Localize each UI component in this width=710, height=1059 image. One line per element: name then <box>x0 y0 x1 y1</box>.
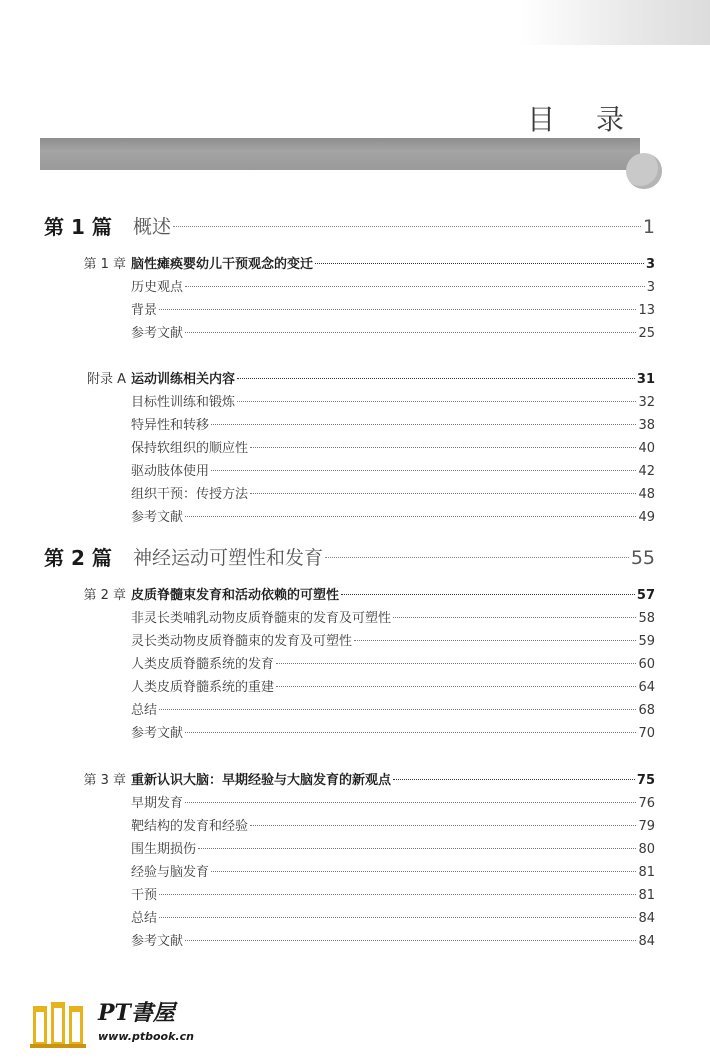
corner-shade <box>520 0 710 45</box>
toc-section-row <box>0 724 710 744</box>
toc-entry-title: 皮质脊髓束发育和活动依赖的可塑性 <box>131 588 340 603</box>
toc-label: 第 3 章 <box>83 773 126 788</box>
toc-page-number: 3 <box>645 257 655 272</box>
toc-entry <box>133 211 655 243</box>
dot-leader <box>185 286 645 287</box>
toc-entry <box>131 485 655 505</box>
toc-section-row <box>0 278 710 298</box>
toc-entry-title: 人类皮质脊髓系统的重建 <box>131 680 275 695</box>
toc-entry-title: 总结 <box>131 911 158 926</box>
toc-label: 第 1 章 <box>83 257 126 272</box>
toc-entry <box>131 678 655 698</box>
toc-entry <box>131 632 655 652</box>
toc-chapter-row <box>0 771 710 791</box>
toc-entry-title: 干预 <box>131 888 158 903</box>
dot-leader <box>198 848 636 849</box>
dot-leader <box>250 825 636 826</box>
dot-leader <box>276 686 636 687</box>
toc-section-row <box>0 840 710 860</box>
toc-section-row <box>0 301 710 321</box>
toc-page-number: 42 <box>638 464 655 479</box>
dot-leader <box>393 779 635 780</box>
toc-part-row <box>0 542 710 574</box>
toc-entry <box>131 586 655 606</box>
toc-entry <box>131 863 655 883</box>
dot-leader <box>315 263 644 264</box>
toc-page-number: 84 <box>638 934 655 949</box>
toc-page-number: 59 <box>638 634 655 649</box>
toc-entry-title: 神经运动可塑性和发育 <box>133 547 324 569</box>
toc-entry-title: 组织干预：传授方法 <box>131 487 249 502</box>
toc-section-row <box>0 462 710 482</box>
dot-leader <box>211 424 636 425</box>
toc-section-row <box>0 886 710 906</box>
dot-leader <box>237 378 635 379</box>
toc-entry-title: 灵长类动物皮质脊髓束的发育及可塑性 <box>131 634 353 649</box>
toc-entry-title: 目标性训练和锻炼 <box>131 395 236 410</box>
toc-entry-title: 概述 <box>133 216 172 238</box>
dot-leader <box>250 447 636 448</box>
toc-label: 附录 A <box>86 372 126 387</box>
toc-entry <box>131 817 655 837</box>
toc-section-row <box>0 324 710 344</box>
toc-entry <box>131 655 655 675</box>
toc-entry <box>131 794 655 814</box>
dot-leader <box>185 332 636 333</box>
toc-page-number: 70 <box>638 726 655 741</box>
watermark-title: PT書屋 <box>98 1000 175 1026</box>
toc-page-number: 25 <box>638 326 655 341</box>
watermark-url: www.ptbook.cn <box>98 1030 194 1043</box>
dot-leader <box>211 871 636 872</box>
dot-leader <box>325 557 629 558</box>
toc-page-number: 40 <box>638 441 655 456</box>
page-title: 目 录 <box>527 103 640 136</box>
toc-section-row <box>0 393 710 413</box>
dot-leader <box>159 894 636 895</box>
toc-section-row <box>0 508 710 528</box>
dot-leader <box>393 617 636 618</box>
dot-leader <box>159 309 636 310</box>
toc-entry <box>131 886 655 906</box>
dot-leader <box>173 226 641 227</box>
toc-page-number: 13 <box>638 303 655 318</box>
toc-page-number: 32 <box>638 395 655 410</box>
dot-leader <box>237 401 636 402</box>
toc-page-number: 1 <box>642 216 655 238</box>
toc-section-row <box>0 439 710 459</box>
toc-entry-title: 重新认识大脑：早期经验与大脑发育的新观点 <box>131 773 392 788</box>
toc-entry <box>131 324 655 344</box>
toc-page-number: 75 <box>636 773 655 788</box>
dot-leader <box>276 663 636 664</box>
toc-page-number: 38 <box>638 418 655 433</box>
dot-leader <box>185 732 636 733</box>
toc-entry <box>131 416 655 436</box>
toc-page-number: 57 <box>636 588 655 603</box>
toc-entry-title: 参考文献 <box>131 934 184 949</box>
toc-entry-title: 非灵长类哺乳动物皮质脊髓束的发育及可塑性 <box>131 611 392 626</box>
toc-entry <box>131 301 655 321</box>
toc-entry-title: 参考文献 <box>131 726 184 741</box>
dot-leader <box>159 917 636 918</box>
toc-entry-title: 总结 <box>131 703 158 718</box>
toc-chapter-row <box>0 370 710 390</box>
toc-page-number: 48 <box>638 487 655 502</box>
toc-chapter-row <box>0 586 710 606</box>
toc-section-row <box>0 817 710 837</box>
toc-entry <box>131 508 655 528</box>
toc-entry-title: 背景 <box>131 303 158 318</box>
toc-page-number: 81 <box>638 888 655 903</box>
toc-entry <box>131 393 655 413</box>
toc-entry-title: 脑性瘫痪婴幼儿干预观念的变迁 <box>131 257 314 272</box>
toc-entry <box>131 462 655 482</box>
toc-entry-title: 保持软组织的顺应性 <box>131 441 249 456</box>
toc-entry <box>131 370 655 390</box>
toc-entry <box>131 840 655 860</box>
dot-leader <box>185 940 636 941</box>
toc-chapter-row <box>0 255 710 275</box>
toc-label: 第 2 篇 <box>44 546 112 570</box>
toc-entry-title: 参考文献 <box>131 510 184 525</box>
toc-entry-title: 特异性和转移 <box>131 418 210 433</box>
toc-entry <box>131 909 655 929</box>
dot-leader <box>185 802 636 803</box>
toc-page-number: 64 <box>638 680 655 695</box>
toc-section-row <box>0 863 710 883</box>
toc-entry <box>131 771 655 791</box>
toc-page-number: 60 <box>638 657 655 672</box>
dot-leader <box>341 594 635 595</box>
toc-page-number: 31 <box>636 372 655 387</box>
toc-section-row <box>0 655 710 675</box>
toc-entry <box>131 701 655 721</box>
toc-page-number: 79 <box>638 819 655 834</box>
toc-page-number: 84 <box>638 911 655 926</box>
toc-section-row <box>0 609 710 629</box>
toc-entry-title: 靶结构的发育和经验 <box>131 819 249 834</box>
toc-page-number: 55 <box>630 547 655 569</box>
toc-entry-title: 经验与脑发育 <box>131 865 210 880</box>
toc-entry-title: 驱动肢体使用 <box>131 464 210 479</box>
toc-entry-title: 人类皮质脊髓系统的发育 <box>131 657 275 672</box>
toc-entry-title: 早期发育 <box>131 796 184 811</box>
toc-section-row <box>0 932 710 952</box>
toc-page-number: 81 <box>638 865 655 880</box>
toc-entry <box>131 724 655 744</box>
toc-entry <box>131 278 655 298</box>
toc-page-number: 58 <box>638 611 655 626</box>
toc-entry-title: 围生期损伤 <box>131 842 197 857</box>
toc-entry-title: 历史观点 <box>131 280 184 295</box>
title-disc-ornament <box>626 153 662 189</box>
dot-leader <box>185 516 636 517</box>
toc-entry <box>131 255 655 275</box>
title-bar <box>40 138 640 170</box>
toc-section-row <box>0 416 710 436</box>
toc-page-number: 49 <box>638 510 655 525</box>
dot-leader <box>354 640 636 641</box>
toc-entry <box>133 542 655 574</box>
toc-section-row <box>0 485 710 505</box>
toc-page-number: 80 <box>638 842 655 857</box>
toc-part-row <box>0 211 710 243</box>
toc-section-row <box>0 632 710 652</box>
dot-leader <box>250 493 636 494</box>
toc-entry <box>131 439 655 459</box>
toc-label: 第 1 篇 <box>44 215 112 239</box>
toc-entry <box>131 932 655 952</box>
toc-section-row <box>0 794 710 814</box>
toc-page-number: 68 <box>638 703 655 718</box>
book-stack-icon <box>30 998 90 1050</box>
toc-label: 第 2 章 <box>83 588 126 603</box>
watermark-logo <box>30 994 260 1052</box>
toc-section-row <box>0 701 710 721</box>
toc-entry-title: 参考文献 <box>131 326 184 341</box>
toc-page-number: 3 <box>646 280 655 295</box>
dot-leader <box>211 470 636 471</box>
toc-entry-title: 运动训练相关内容 <box>131 372 236 387</box>
toc-section-row <box>0 909 710 929</box>
toc-section-row <box>0 678 710 698</box>
toc-page-number: 76 <box>638 796 655 811</box>
toc-entry <box>131 609 655 629</box>
dot-leader <box>159 709 636 710</box>
